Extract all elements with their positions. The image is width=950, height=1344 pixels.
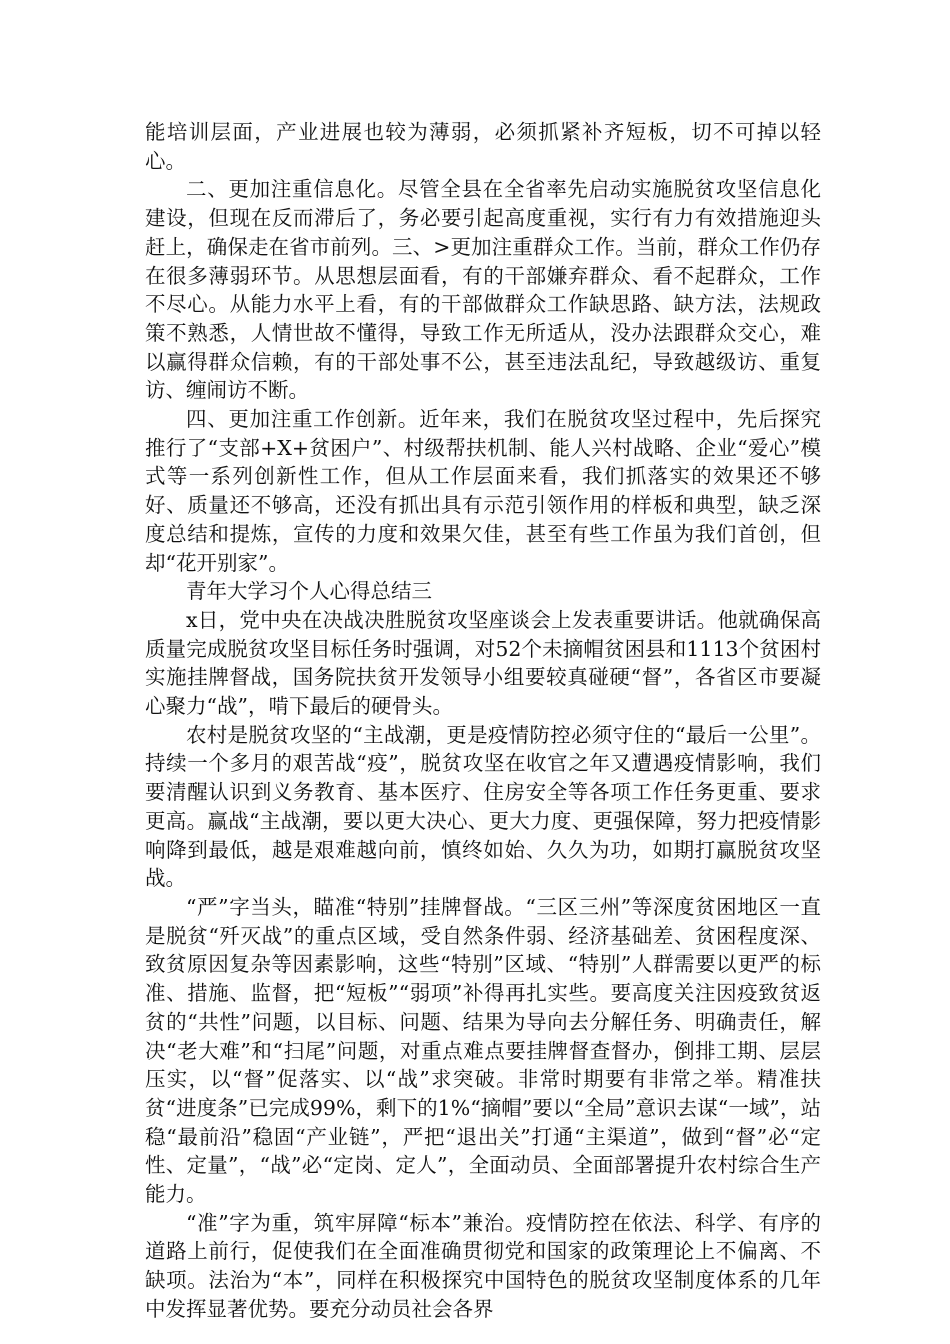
- document-page: [145, 118, 821, 1324]
- paragraph-informatization: 二、更加注重信息化。尽管全县在全省率先启动实施脱贫攻坚信息化建设，但现在反而滞后了，务必要引起高度重视，实行有力有效措施迎头赶上，确保走在省市前列。三、>更加注重群众工作。当前，群众工作仍存在很多薄弱环节。从思想层面看，有的干部嫌弃群众、看不起群众，工作不尽心。从能力水平上看，有的干部做群众工作缺思路、缺方法，法规政策不熟悉，人情世故不懂得，导致工作无所适从，没办法跟群众交心，难以赢得群众信赖，有的干部处事不公，甚至违法乱纪，导致越级访、重复访、缠闹访不断。: [145, 177, 821, 403]
- paragraph-strict: “严”字当头，瞄准“特别”挂牌督战。“三区三州”等深度贫困地区一直是脱贫“歼灭战”的重点区域，受自然条件弱、经济基础差、贫困程度深、致贫原因复杂等因素影响，这些“特别”区域、“特别”人群需要以更严的标准、措施、监督，把“短板”“弱项”补得再扎实些。要高度关注因疫致贫返贫的“共性”问题，以目标、问题、结果为导向去分解任务、明确责任，解决“老大难”和“扫尾”问题，对重点难点要挂牌督查督办，倒排工期、层层压实，以“督”促落实、以“战”求突破。非常时期要有非常之举。精准扶贫“进度条”已完成99%，剩下的1%“摘帽”要以“全局”意识去谋“一域”，站稳“最前沿”稳固“产业链”，严把“退出关”打通“主渠道”，做到“督”必“定性、定量”，“战”必“定岗、定人”，全面动员、全面部署提升农村综合生产能力。: [145, 894, 821, 1207]
- section-heading: 青年大学习个人心得总结三: [186, 579, 432, 604]
- paragraph-rural: 农村是脱贫攻坚的“主战潮，更是疫情防控必须守住的“最后一公里”。持续一个多月的艰苦战“疫”，脱贫攻坚在收官之年又遭遇疫情影响，我们要清醒认识到义务教育、基本医疗、住房安全等各项工作任务更重、要求更高。赢战“主战潮，要以更大决心、更大力度、更强保障，努力把疫情影响降到最低，越是艰难越向前，慎终如始、久久为功，如期打赢脱贫攻坚战。: [145, 722, 821, 891]
- paragraph-innovation: 四、更加注重工作创新。近年来，我们在脱贫攻坚过程中，先后探究推行了“支部+X+贫困户”、村级帮扶机制、能人兴村战略、企业“爱心”模式等一系列创新性工作，但从工作层面来看，我们抓落实的效果还不够好、质量还不够高，还没有抓出具有示范引领作用的样板和典型，缺乏深度总结和提炼，宣传的力度和效果欠佳，甚至有些工作虽为我们首创，但却“花开别家”。: [145, 407, 821, 575]
- paragraph-continuation: 能培训层面，产业进展也较为薄弱，必须抓紧补齐短板，切不可掉以轻心。: [145, 120, 821, 173]
- paragraph-speech: x日，党中央在决战决胜脱贫攻坚座谈会上发表重要讲话。他就确保高质量完成脱贫攻坚目标任务时强调，对52个未摘帽贫困县和1113个贫困村实施挂牌督战，国务院扶贫开发领导小组要较真碰硬“督”，各省区市要凝心聚力“战”，啃下最后的硬骨头。: [145, 607, 821, 719]
- paragraph-precise: “准”字为重，筑牢屏障“标本”兼治。疫情防控在依法、科学、有序的道路上前行，促使我们在全面准确贯彻党和国家的政策理论上不偏离、不缺项。法治为“本”，同样在积极探究中国特色的脱贫攻坚制度体系的几年中发挥显著优势。要充分动员社会各界: [145, 1210, 821, 1321]
